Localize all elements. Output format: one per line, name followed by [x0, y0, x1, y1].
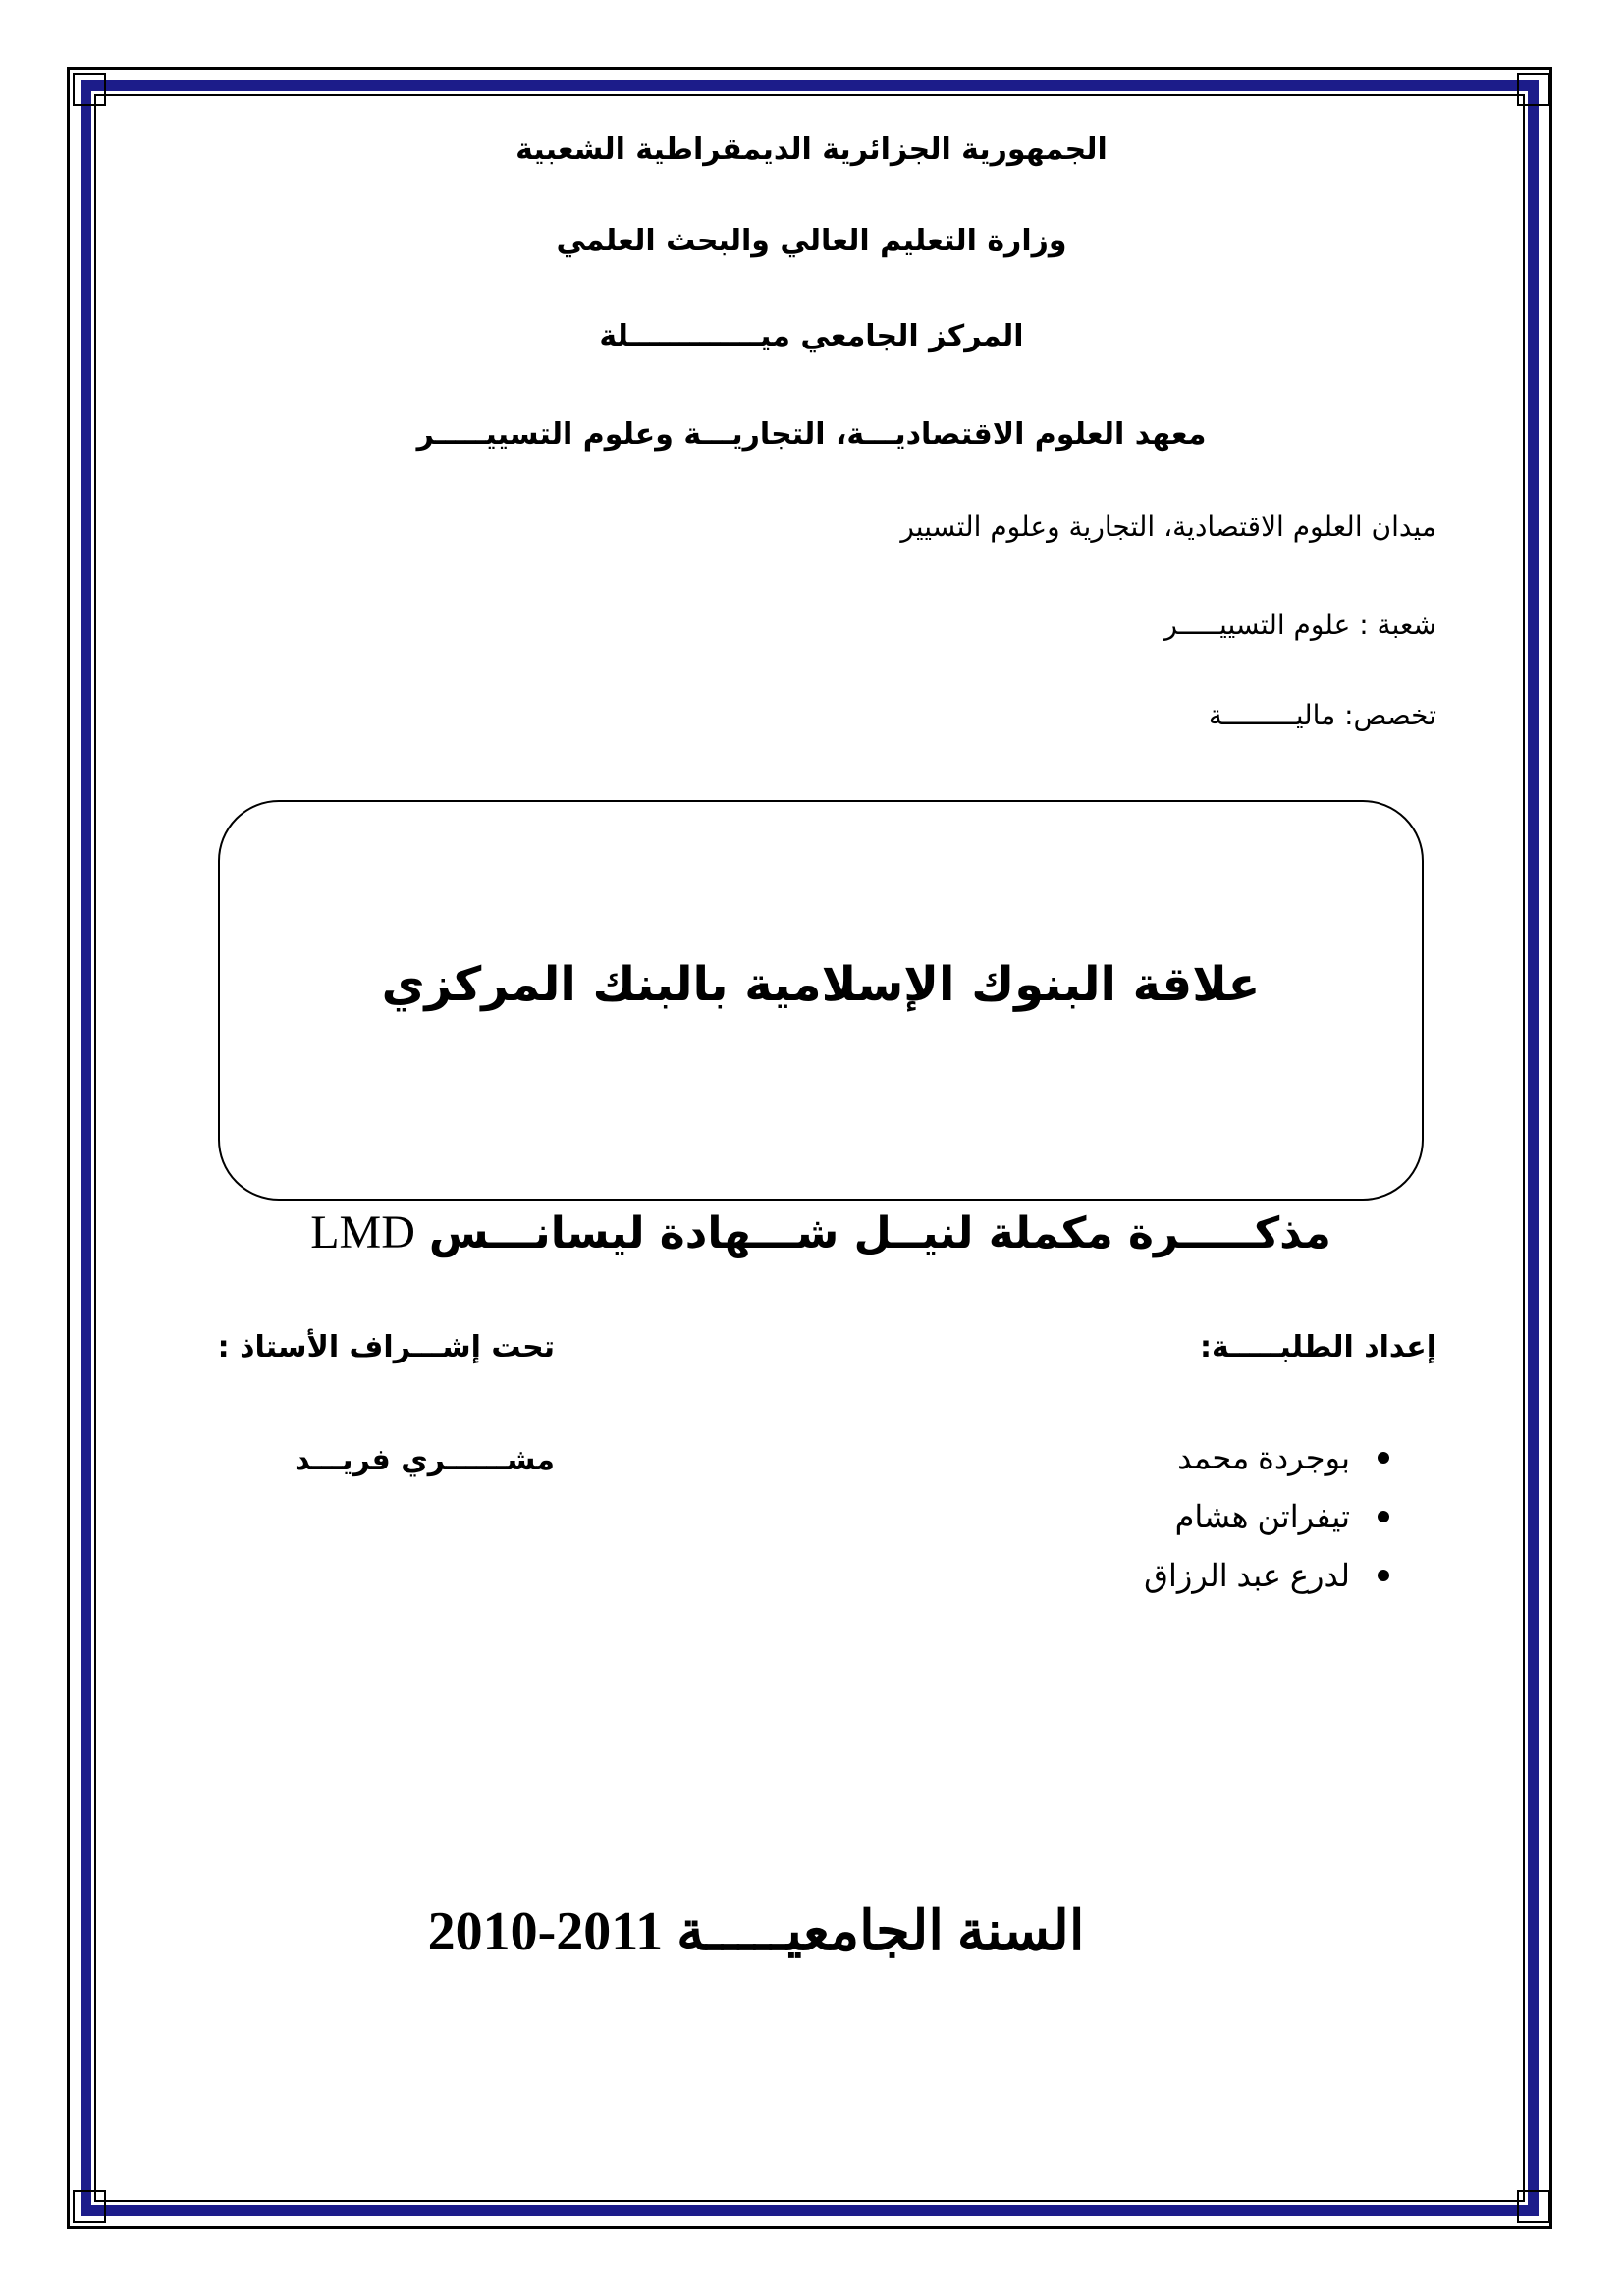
- student-name: لدرع عبد الرزاق: [1144, 1558, 1350, 1593]
- academic-year-label: السنة الجامعيـــــة: [676, 1901, 1085, 1962]
- academic-year-value: 2010-2011: [427, 1901, 664, 1962]
- memo-text: مذكـــــرة مكملة لنيــل شـــهادة ليسانـــس: [428, 1208, 1331, 1258]
- branch-line: شعبة : علوم التسييـــــر: [1163, 609, 1436, 641]
- supervisor-name: مشــــــري فريـــد: [295, 1443, 555, 1477]
- university-center-heading: المركز الجامعي ميـــــــــــــلة: [599, 319, 1024, 353]
- bullet-icon: [1378, 1570, 1389, 1581]
- border-corner-top-left: [73, 73, 106, 106]
- list-item: [1144, 1546, 1389, 1605]
- student-name: بوجردة محمد: [1177, 1440, 1350, 1475]
- supervisor-label: تحت إشـــراف الأستاذ :: [217, 1330, 555, 1364]
- list-item: [1144, 1428, 1389, 1487]
- student-name: تيفراتن هشام: [1174, 1499, 1350, 1534]
- republic-heading: الجمهورية الجزائرية الديمقراطية الشعبية: [515, 133, 1108, 167]
- memo-line: [218, 1205, 1424, 1259]
- bullet-icon: [1378, 1452, 1389, 1464]
- academic-year: [412, 1899, 1100, 1963]
- border-corner-bottom-right: [1517, 2190, 1550, 2223]
- border-corner-bottom-left: [73, 2190, 106, 2223]
- field-line: ميدان العلوم الاقتصادية، التجارية وعلوم التسيير: [900, 510, 1436, 543]
- institute-heading: معهد العلوم الاقتصاديـــة، التجاريـــة وعلوم التسييـــــر: [416, 417, 1207, 452]
- ministry-heading: وزارة التعليم العالي والبحث العلمي: [556, 224, 1067, 258]
- students-list: [1144, 1428, 1389, 1605]
- bullet-icon: [1378, 1511, 1389, 1522]
- list-item: [1144, 1487, 1389, 1546]
- border-corner-top-right: [1517, 73, 1550, 106]
- specialty-line: تخصص: ماليـــــــــة: [1208, 699, 1436, 731]
- thesis-title: علاقة البنوك الإسلامية بالبنك المركزي: [381, 957, 1261, 1012]
- students-label: إعداد الطلبـــــة:: [1200, 1330, 1436, 1364]
- degree-label: LMD: [310, 1206, 415, 1258]
